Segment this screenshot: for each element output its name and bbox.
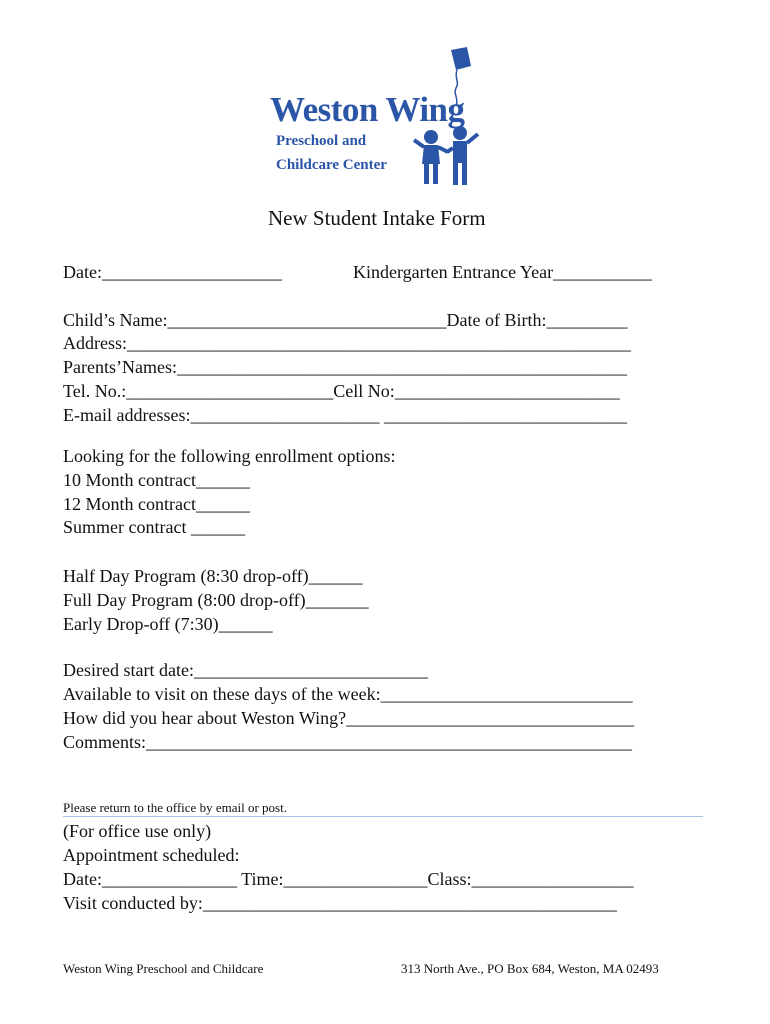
twelve-month-option[interactable]: 12 Month contract______ xyxy=(63,494,250,514)
divider-line xyxy=(63,816,703,817)
ten-month-option[interactable]: 10 Month contract______ xyxy=(63,470,250,490)
early-dropoff-option[interactable]: Early Drop-off (7:30)______ xyxy=(63,614,273,634)
visit-days-field[interactable]: Available to visit on these days of the week:____________________________ xyxy=(63,684,633,704)
enrollment-heading: Looking for the following enrollment options: xyxy=(63,446,396,466)
return-note: Please return to the office by email or post. xyxy=(63,800,287,815)
office-use-heading: (For office use only) xyxy=(63,821,212,841)
referral-field[interactable]: How did you hear about Weston Wing?________________________________ xyxy=(63,708,635,728)
child-name-field[interactable]: Child’s Name:_______________________________Date of Birth:_________ xyxy=(63,310,628,330)
comments-field[interactable]: Comments:______________________________________________________ xyxy=(63,732,633,752)
full-day-option[interactable]: Full Day Program (8:00 drop-off)_______ xyxy=(63,590,369,610)
start-date-field[interactable]: Desired start date:__________________________ xyxy=(63,660,428,680)
phone-field[interactable]: Tel. No.:_______________________Cell No:_________________________ xyxy=(63,381,620,401)
weston-wing-logo xyxy=(268,44,504,190)
parents-names-field[interactable]: Parents’Names:__________________________________________________ xyxy=(63,357,627,377)
visit-conducted-field[interactable]: Visit conducted by:______________________________________________ xyxy=(63,893,617,913)
form-title: New Student Intake Form xyxy=(268,206,486,230)
appointment-date-time-class[interactable]: Date:_______________ Time:________________Class:__________________ xyxy=(63,869,634,889)
footer-address: 313 North Ave., PO Box 684, Weston, MA 02493 xyxy=(401,961,659,976)
logo-name: Weston Wing xyxy=(270,90,465,129)
kindergarten-year-field[interactable]: Kindergarten Entrance Year___________ xyxy=(353,262,653,282)
email-field[interactable]: E-mail addresses:_____________________ ___________________________ xyxy=(63,405,627,425)
summer-option[interactable]: Summer contract ______ xyxy=(63,517,245,537)
appointment-label: Appointment scheduled: xyxy=(63,845,240,865)
address-field[interactable]: Address:________________________________________________________ xyxy=(63,333,631,353)
footer-school-name: Weston Wing Preschool and Childcare xyxy=(63,961,264,976)
logo-line-2: Preschool and xyxy=(276,133,367,149)
logo-line-3: Childcare Center xyxy=(276,157,387,173)
date-field[interactable]: Date:____________________ xyxy=(63,262,282,282)
half-day-option[interactable]: Half Day Program (8:30 drop-off)______ xyxy=(63,566,363,586)
